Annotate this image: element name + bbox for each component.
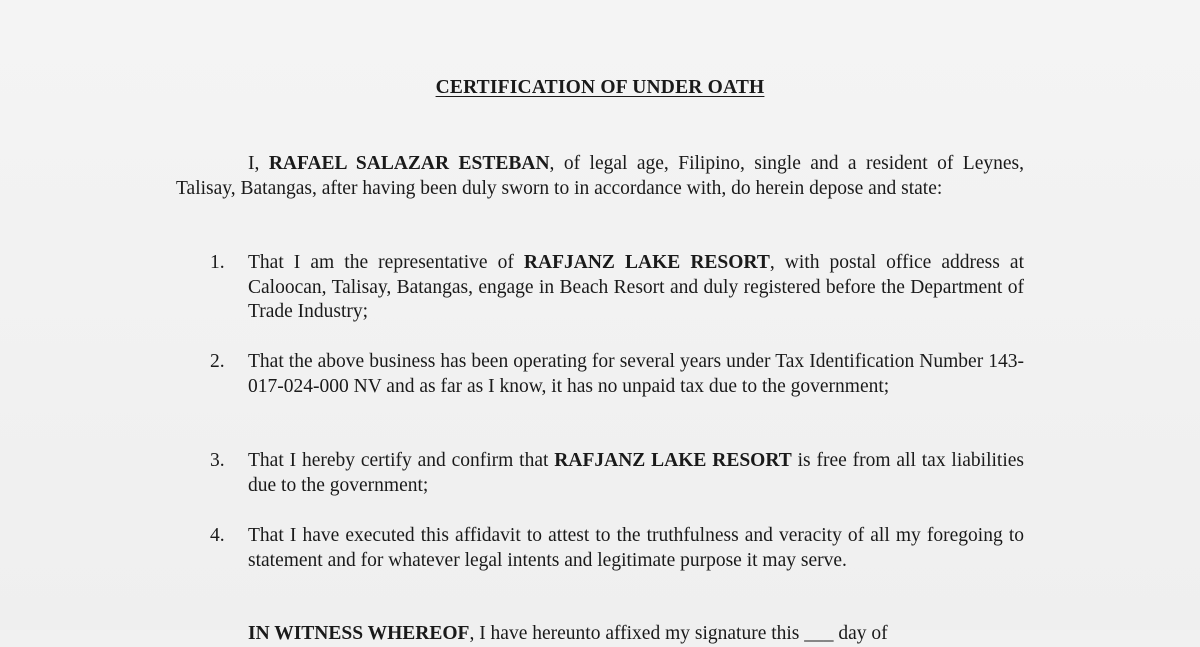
list-item-text-before: That I hereby certify and confirm that [248, 450, 555, 471]
document-title-text: CERTIFICATION OF UNDER OATH [435, 77, 765, 98]
intro-paragraph [176, 152, 1024, 201]
list-item-number: 2. [210, 351, 225, 372]
witness-heading: IN WITNESS WHEREOF [248, 623, 470, 644]
document-title [0, 77, 1200, 99]
list-item-text [248, 524, 1024, 573]
list-item-text [248, 251, 1024, 325]
intro-prefix: I, [248, 153, 269, 174]
list-item [176, 350, 1024, 399]
list-item-number: 4. [210, 525, 225, 546]
affiant-name: RAFAEL SALAZAR ESTEBAN [268, 153, 550, 174]
business-name: RAFJANZ LAKE RESORT [554, 450, 792, 471]
list-item-text [248, 350, 1024, 399]
business-name: RAFJANZ LAKE RESORT [523, 252, 770, 273]
list-item [176, 251, 1024, 325]
list-item-text-before: That I am the representative of [248, 252, 524, 273]
list-item [176, 449, 1024, 498]
list-item-text-before: That I have executed this affidavit to attest to the truthfulness and veracity of all my foregoing to statement and for whatever legal intents and legitimate purpose it may serve. [248, 525, 1024, 571]
list-item-text-after: , with postal office address at Caloocan, Talisay, Batangas, engage in Beach Resort and duly registered before the Department of Trade Industry; [248, 252, 1024, 322]
list-item-text-before: That the above business has been operating for several years under Tax Identification Number 143-017-024-000 NV and as far as I know, it has no unpaid tax due to the government; [248, 351, 1024, 397]
witness-paragraph [176, 622, 1024, 647]
list-item [176, 524, 1024, 573]
list-item-text-after: is free from all tax liabilities due to the government; [248, 450, 1024, 496]
witness-rest: , I have hereunto affixed my signature this ___ day of [469, 623, 888, 644]
list-item-text [248, 449, 1024, 498]
list-item-number: 1. [210, 252, 225, 273]
intro-rest: , of legal age, Filipino, single and a resident of Leynes, Talisay, Batangas, after having been duly sworn to in accordance with, do herein depose and state: [176, 153, 1024, 199]
list-item-number: 3. [210, 450, 225, 471]
